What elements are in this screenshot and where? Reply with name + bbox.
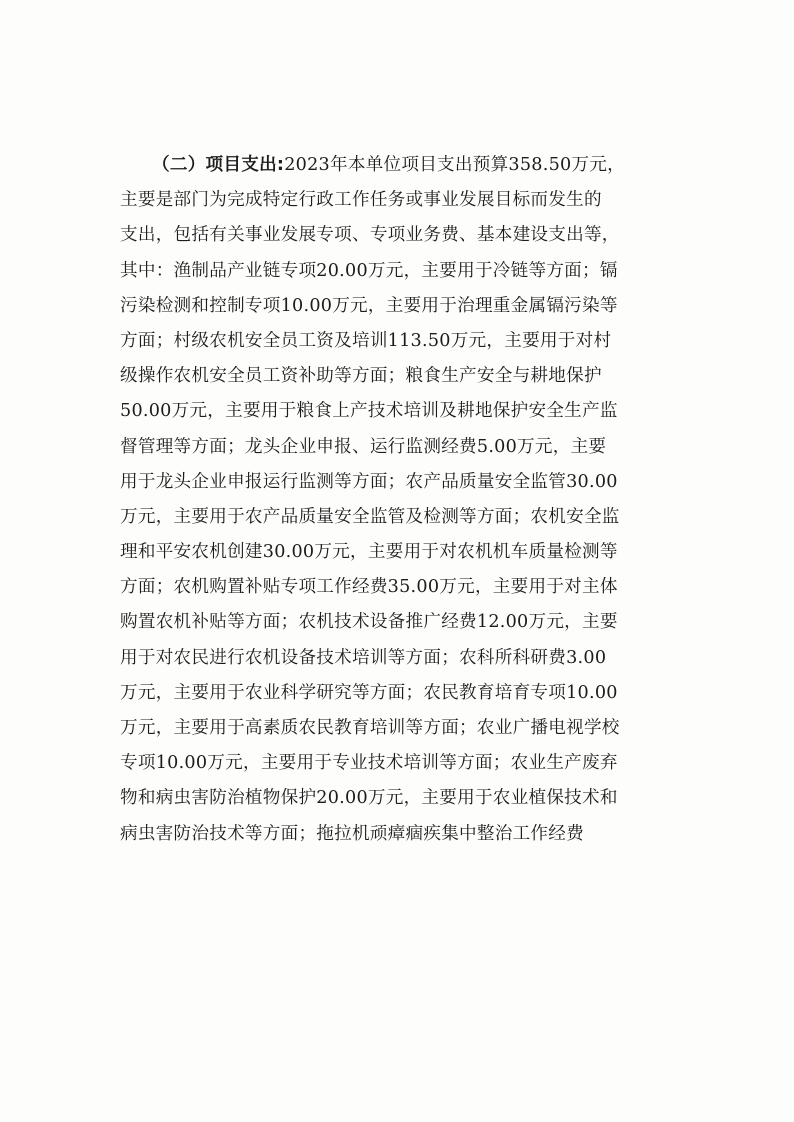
- paragraph-line-11: 万元，主要用于农产品质量安全监管及检测等方面；农机安全监: [120, 506, 620, 527]
- paragraph-line-16: 万元，主要用于农业科学研究等方面；农民教育培育专项10.00: [120, 682, 618, 703]
- line-1-text: 2023年本单位项目支出预算358.50万元，: [284, 155, 626, 175]
- paragraph-line-1: [120, 148, 680, 183]
- paragraph-line-10: 用于龙头企业申报运行监测等方面；农产品质量安全监管30.00: [120, 471, 618, 492]
- paragraph-line-4: 其中：渔制品产业链专项20.00万元，主要用于冷链等方面；镉: [120, 260, 618, 281]
- paragraph-line-14: 购置农机补贴等方面；农机技术设备推广经费12.00万元，主要: [120, 612, 618, 633]
- paragraph-line-17: 万元，主要用于高素质农民教育培训等方面；农业广播电视学校: [120, 718, 620, 738]
- paragraph-line-7: 级操作农机安全员工资补助等方面；粮食生产安全与耕地保护: [120, 366, 602, 387]
- paragraph-line-2: 主要是部门为完成特定行政工作任务或事业发展目标而发生的: [120, 190, 602, 211]
- paragraph-line-12: 理和平安农机创建30.00万元，主要用于对农机机车质量检测等: [120, 542, 618, 563]
- paragraph-line-13: 方面；农机购置补贴专项工作经费35.00万元，主要用于对主体: [120, 577, 618, 598]
- section-paragraph: [120, 148, 680, 852]
- paragraph-line-5: 污染检测和控制专项10.00万元，主要用于治理重金属镉污染等: [120, 295, 618, 316]
- paragraph-line-20: 病虫害防治技术等方面；拖拉机顽瘴痼疾集中整治工作经费: [120, 823, 584, 844]
- paragraph-line-3: 支出，包括有关事业发展专项、专项业务费、基本建设支出等，: [120, 225, 620, 246]
- paragraph-line-19: 物和病虫害防治植物保护20.00万元，主要用于农业植保技术和: [120, 788, 618, 809]
- paragraph-line-9: 督管理等方面；龙头企业申报、运行监测经费5.00万元，主要: [120, 436, 607, 457]
- section-heading: （二）项目支出:: [152, 155, 285, 175]
- paragraph-line-15: 用于对农民进行农机设备技术培训等方面；农科所科研费3.00: [120, 647, 607, 668]
- paragraph-line-8: 50.00万元，主要用于粮食上产技术培训及耕地保护安全生产监: [120, 401, 618, 422]
- paragraph-line-6: 方面；村级农机安全员工资及培训113.50万元，主要用于对村: [120, 330, 612, 351]
- paragraph-line-18: 专项10.00万元，主要用于专业技术培训等方面；农业生产废弃: [120, 753, 618, 774]
